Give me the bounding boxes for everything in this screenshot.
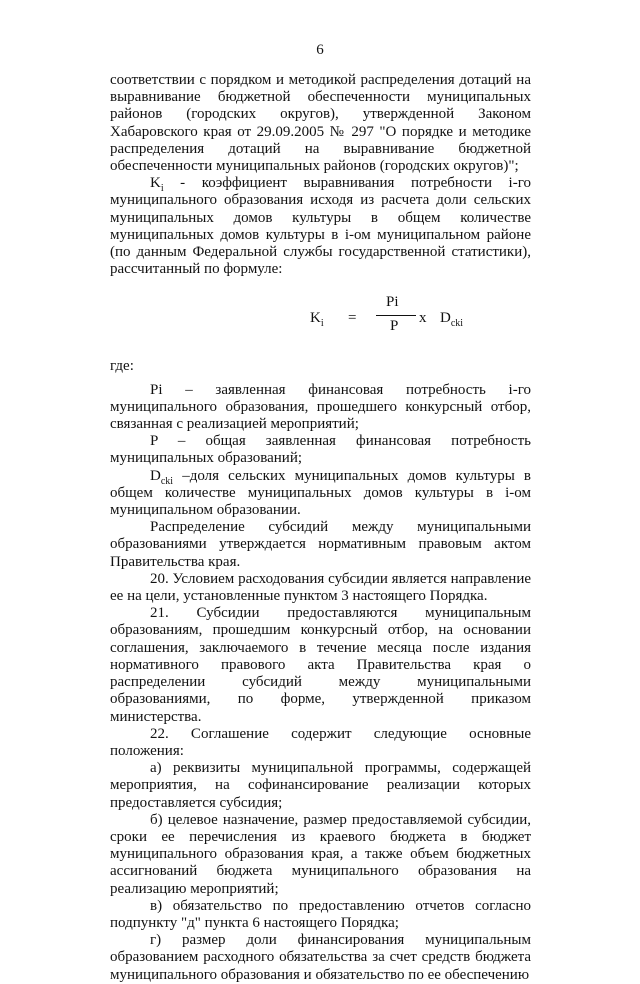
- ki-subscript: i: [160, 183, 164, 195]
- paragraph: Распределение субсидий между муниципальными образованиями утверждается нормативным правовым актом Правительства края.: [110, 519, 531, 570]
- dcki-symbol: D: [150, 467, 161, 484]
- fraction-bar: [376, 315, 416, 316]
- dcki-definition-paragraph: [110, 468, 531, 520]
- paragraph: соответствии с порядком и методикой распределения дотаций на выравнивание бюджетной обеспеченности муниципальных районов (городских округов), утвержденной Законом Хабаровского края от 29.09.2005 № 297 "О порядке и методике распределения дотаций на выравнивание бюджетной обеспеченности муниципальных районов (городских округов)";: [110, 72, 531, 175]
- formula-lhs: $K_i$: [310, 310, 324, 330]
- ki-definition: - коэффициент выравнивания потребности i-го муниципального образования исходя из расчета доли сельских муниципальных домов культуры в общем количестве муниципальных домов культуры в i-ом муниципальном районе (по данным Федеральной службы государственной статистики), рассчитанный по формуле:: [110, 175, 531, 278]
- formula-denominator: P: [390, 318, 399, 335]
- formula-equals: =: [348, 310, 357, 327]
- paragraph-20: 20. Условием расходования субсидии является направление ее на цели, установленные пунктом 3 настоящего Порядка.: [110, 570, 531, 605]
- formula-numerator: Pi: [386, 294, 399, 311]
- dcki-subscript: cki: [160, 475, 174, 487]
- formula-times: x: [419, 310, 427, 327]
- paragraph-22: 22. Соглашение содержит следующие основные положения:: [110, 725, 531, 759]
- item-a: а) реквизиты муниципальной программы, содержащей мероприятия, на софинансирование реализации которых предоставляется субсидия;: [110, 760, 531, 811]
- item-b: б) целевое назначение, размер предоставляемой субсидии, сроки ее перечисления из краевого бюджета в бюджет муниципального образования края, а также объем бюджетных ассигнований бюджета муниципального образования на реализацию мероприятий;: [110, 811, 531, 897]
- page-number: 6: [316, 42, 324, 58]
- paragraph-21: 21. Субсидии предоставляются муниципальным образованиям, прошедшим конкурсный отбор, на основании соглашения, заключаемого в течение месяца после издания нормативного правового акта Правительства края о распределении субсидий между муниципальными образованиями, по форме, утвержденной приказом министерства.: [110, 605, 531, 725]
- where-label: где:: [110, 358, 134, 375]
- item-v: в) обязательство по предоставлению отчетов согласно подпункту "д" пункта 6 настоящего Порядка;: [110, 897, 531, 931]
- formula-rhs: $D_{cki}$: [440, 310, 464, 330]
- p-definition: P – общая заявленная финансовая потребность муниципальных образований;: [110, 433, 531, 467]
- pi-definition: Pi – заявленная финансовая потребность i-го муниципального образования, прошедшего конкурсный отбор, связанная с реализацией мероприятий;: [110, 381, 531, 433]
- item-g: г) размер доли финансирования муниципальным образованием расходного обязательства за счет средств бюджета муниципального образования и обязательство по ее обеспечению: [110, 932, 531, 983]
- paragraph-ki: [110, 175, 531, 278]
- document-body: [110, 72, 531, 984]
- dcki-definition: –доля сельских муниципальных домов культуры в общем количестве муниципальных домов культуры в i-ом муниципальном образовании.: [110, 467, 531, 519]
- ki-symbol: K: [150, 175, 161, 192]
- formula: [110, 286, 531, 346]
